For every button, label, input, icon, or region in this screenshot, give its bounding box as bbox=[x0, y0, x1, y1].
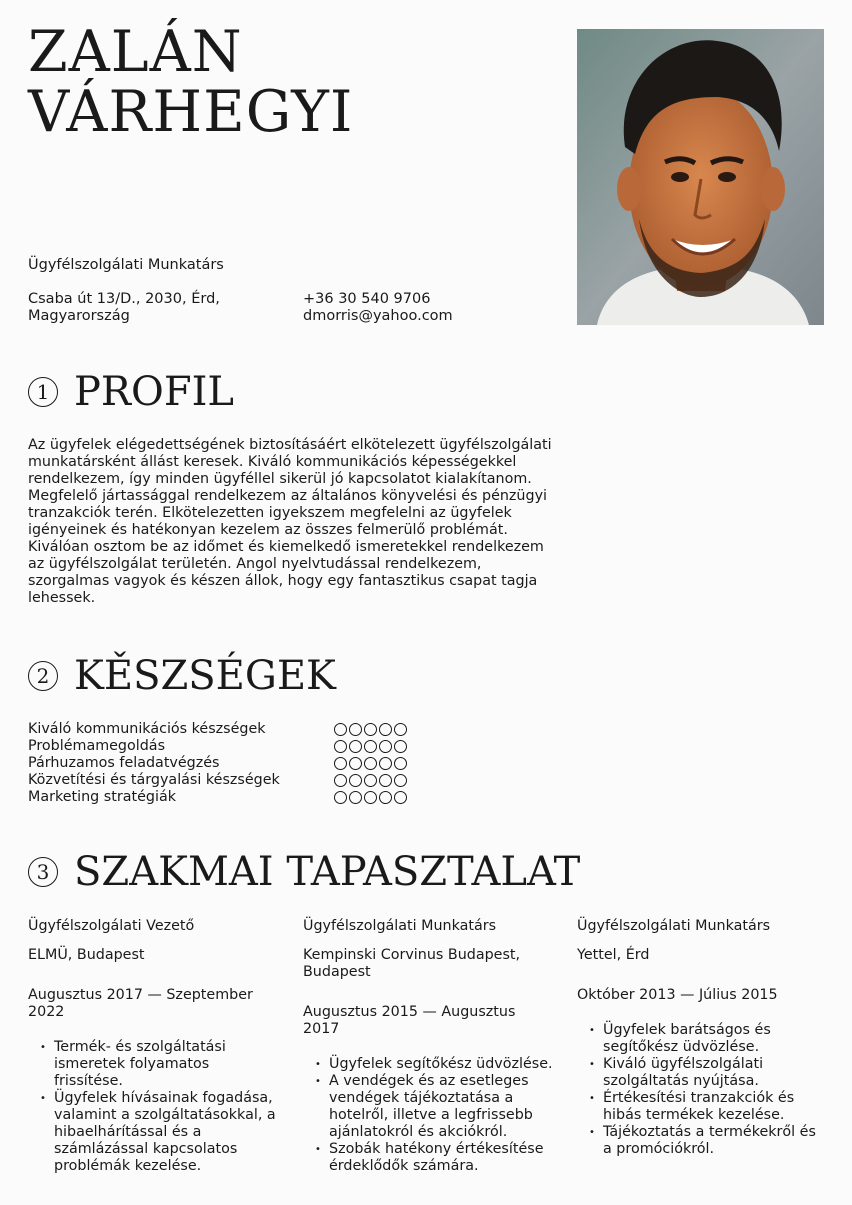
skill-row bbox=[28, 721, 418, 738]
skill-rating bbox=[334, 723, 407, 736]
section-number-profile: 1 bbox=[28, 377, 58, 407]
address-line-2: Magyarország bbox=[28, 308, 130, 324]
rating-dot bbox=[379, 740, 392, 753]
last-name: VÁRHEGYI bbox=[28, 79, 354, 145]
job-role: Ügyfélszolgálati Munkatárs bbox=[303, 918, 497, 934]
section-heading-skills bbox=[28, 654, 336, 698]
responsibility-item: • Tájékoztatás a termékekről és a promóciókról. bbox=[577, 1124, 827, 1158]
first-name: ZALÁN bbox=[28, 19, 243, 85]
address bbox=[28, 291, 268, 325]
rating-dot bbox=[379, 723, 392, 736]
experience-entry-1 bbox=[28, 918, 278, 1175]
phone-number: +36 30 540 9706 bbox=[303, 291, 431, 307]
responsibility-item: • Értékesítési tranzakciók és hibás termékek kezelése. bbox=[577, 1090, 827, 1124]
section-number-experience: 3 bbox=[28, 857, 58, 887]
responsibilities-list bbox=[28, 1039, 278, 1175]
address-line-1: Csaba út 13/D., 2030, Érd, bbox=[28, 291, 220, 307]
experience-entry-3 bbox=[577, 918, 827, 1158]
responsibility-item: • Termék- és szolgáltatási ismeretek folyamatos frissítése. bbox=[28, 1039, 278, 1090]
skill-name: Kiváló kommunikációs készségek bbox=[28, 721, 266, 737]
skill-row bbox=[28, 738, 418, 755]
employment-dates: Augusztus 2017 — Szeptember 2022 bbox=[28, 987, 253, 1020]
rating-dot bbox=[364, 774, 377, 787]
job-role: Ügyfélszolgálati Munkatárs bbox=[577, 918, 771, 934]
skill-row bbox=[28, 789, 418, 806]
skill-name: Párhuzamos feladatvégzés bbox=[28, 755, 220, 771]
rating-dot bbox=[349, 723, 362, 736]
responsibility-item: • Ügyfelek hívásainak fogadása, valamint a szolgáltatásokkal, a hibaelhárítással és a számlázással kapcsolatos problémák kezelése. bbox=[28, 1090, 278, 1175]
skill-row bbox=[28, 772, 418, 789]
employer: Kempinski Corvinus Budapest, Budapest bbox=[303, 947, 521, 980]
rating-dot bbox=[364, 740, 377, 753]
rating-dot bbox=[379, 774, 392, 787]
skill-rating bbox=[334, 757, 407, 770]
skill-row bbox=[28, 755, 418, 772]
skills-list bbox=[28, 721, 418, 806]
job-role: Ügyfélszolgálati Vezető bbox=[28, 918, 195, 934]
experience-entry-2 bbox=[303, 918, 553, 1175]
rating-dot bbox=[349, 791, 362, 804]
rating-dot bbox=[334, 723, 347, 736]
responsibility-item: • Kiváló ügyfélszolgálati szolgáltatás nyújtása. bbox=[577, 1056, 827, 1090]
profile-summary: Az ügyfelek elégedettségének biztosításáért elkötelezett ügyfélszolgálati munkatársként állást keresek. Kiváló kommunikációs képességekkel rendelkezem, így minden ügyféllel sikerül jó kapcsolatot kialakítanom. Megfelelő jártassággal rendelkezem az általános könyvelési és pénzügyi tranzakciók terén. Elkötelezetten igyekszem megfelelni az ügyfelek igényeinek és hatékonyan kezelem az összes felmerülő problémát. Kiválóan osztom be az időmet és kiemelkedő ismeretekkel rendelkezem az ügyfélszolgálat területén. Angol nyelvtudással rendelkezem, szorgalmas vagyok és készen állok, hogy egy fantasztikus csapat tagja lehessek. bbox=[28, 437, 552, 606]
rating-dot bbox=[349, 757, 362, 770]
rating-dot bbox=[364, 791, 377, 804]
contact-info bbox=[303, 291, 453, 325]
rating-dot bbox=[394, 774, 407, 787]
responsibility-item: • Ügyfelek segítőkész üdvözlése. bbox=[303, 1056, 553, 1073]
section-heading-experience bbox=[28, 850, 580, 894]
responsibility-item: • Ügyfelek barátságos és segítőkész üdvözlése. bbox=[577, 1022, 827, 1056]
section-title-skills: KĚSZSÉGEK bbox=[74, 653, 336, 699]
rating-dot bbox=[394, 791, 407, 804]
employer: Yettel, Érd bbox=[577, 947, 650, 963]
profile-photo bbox=[577, 29, 824, 325]
skill-name: Közvetítési és tárgyalási készségek bbox=[28, 772, 280, 788]
rating-dot bbox=[379, 757, 392, 770]
section-title-profile: PROFIL bbox=[74, 369, 234, 415]
rating-dot bbox=[394, 723, 407, 736]
candidate-name bbox=[28, 19, 354, 145]
section-number-skills: 2 bbox=[28, 661, 58, 691]
rating-dot bbox=[349, 740, 362, 753]
employer: ELMÜ, Budapest bbox=[28, 947, 145, 963]
rating-dot bbox=[334, 791, 347, 804]
rating-dot bbox=[394, 757, 407, 770]
responsibility-item: • Szobák hatékony értékesítése érdeklődők számára. bbox=[303, 1141, 553, 1175]
skill-name: Problémamegoldás bbox=[28, 738, 166, 754]
skill-name: Marketing stratégiák bbox=[28, 789, 176, 805]
skill-rating bbox=[334, 791, 407, 804]
rating-dot bbox=[334, 774, 347, 787]
employment-dates: Október 2013 — Július 2015 bbox=[577, 987, 778, 1003]
rating-dot bbox=[364, 723, 377, 736]
skill-rating bbox=[334, 740, 407, 753]
employment-dates: Augusztus 2015 — Augusztus 2017 bbox=[303, 1004, 516, 1037]
email-address: dmorris@yahoo.com bbox=[303, 308, 453, 324]
rating-dot bbox=[394, 740, 407, 753]
rating-dot bbox=[334, 757, 347, 770]
portrait-image bbox=[577, 29, 824, 325]
job-title: Ügyfélszolgálati Munkatárs bbox=[28, 257, 224, 273]
responsibilities-list bbox=[303, 1056, 553, 1175]
rating-dot bbox=[379, 791, 392, 804]
rating-dot bbox=[349, 774, 362, 787]
rating-dot bbox=[334, 740, 347, 753]
skill-rating bbox=[334, 774, 407, 787]
section-heading-profile bbox=[28, 370, 234, 414]
responsibility-item: • A vendégek és az esetleges vendégek tájékoztatása a hotelről, illetve a legfrissebb ajánlatokról és akciókról. bbox=[303, 1073, 553, 1141]
responsibilities-list bbox=[577, 1022, 827, 1158]
rating-dot bbox=[364, 757, 377, 770]
section-title-experience: SZAKMAI TAPASZTALAT bbox=[74, 849, 581, 895]
